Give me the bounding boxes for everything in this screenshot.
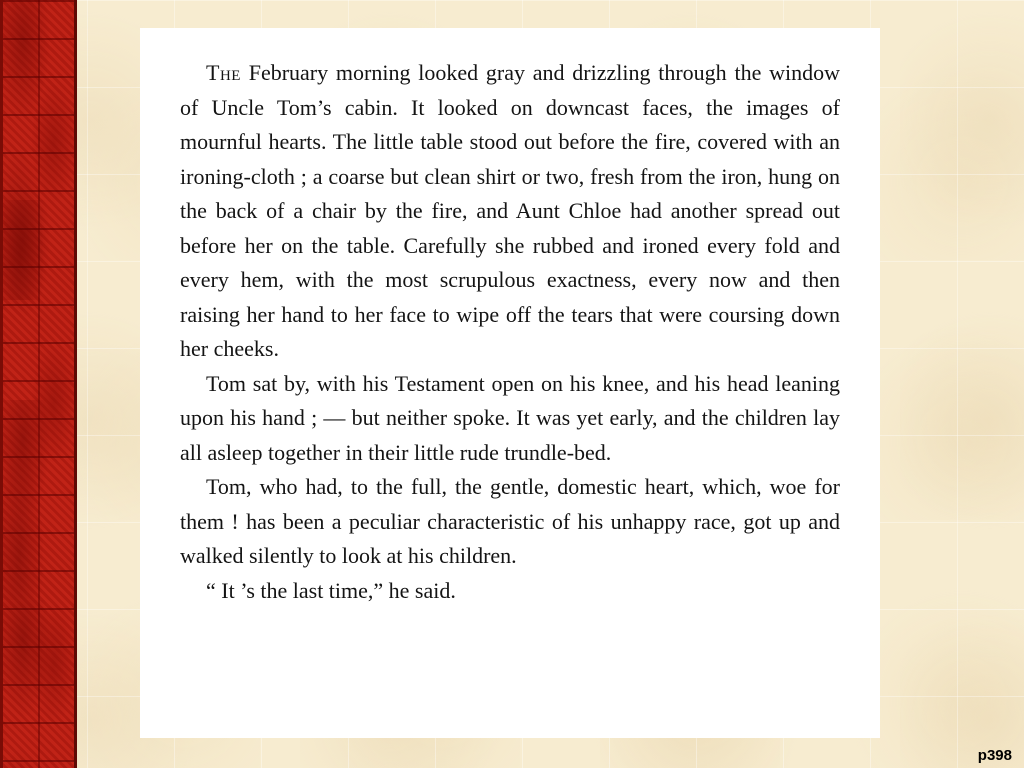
page-text bbox=[180, 56, 840, 608]
book-page-scan bbox=[140, 28, 880, 738]
page-number: p398 bbox=[977, 747, 1012, 764]
strip-border bbox=[74, 0, 77, 768]
paragraph-1 bbox=[180, 56, 840, 367]
paragraph-2: Tom sat by, with his Testament open on his knee, and his head leaning upon his hand ; — but neither spoke. It was yet early, and the children lay all asleep together in their little rude trundle-bed. bbox=[180, 370, 840, 465]
paragraph-4: “ It ’s the last time,” he said. bbox=[206, 577, 456, 603]
opening-word: The bbox=[206, 60, 241, 85]
paragraph-1-text: February morning looked gray and drizzling through the window of Uncle Tom’s cabin. It looked on downcast faces, the images of mournful hearts. The little table stood out before the fire, covered with an ironing-cloth ; a coarse but clean shirt or two, fresh from the iron, hung on the back of a chair by the fire, and Aunt Chloe had another spread out before her on the table. Carefully she rubbed and ironed every fold and every hem, with the most scrupulous exactness, every now and then raising her hand to her face to wipe off the tears that were coursing down her cheeks. bbox=[180, 60, 840, 361]
decorative-red-strip bbox=[0, 0, 77, 768]
paragraph-3: Tom, who had, to the full, the gentle, domestic heart, which, woe for them ! has been a peculiar characteristic of his unhappy race, got up and walked silently to look at his children. bbox=[180, 474, 840, 568]
